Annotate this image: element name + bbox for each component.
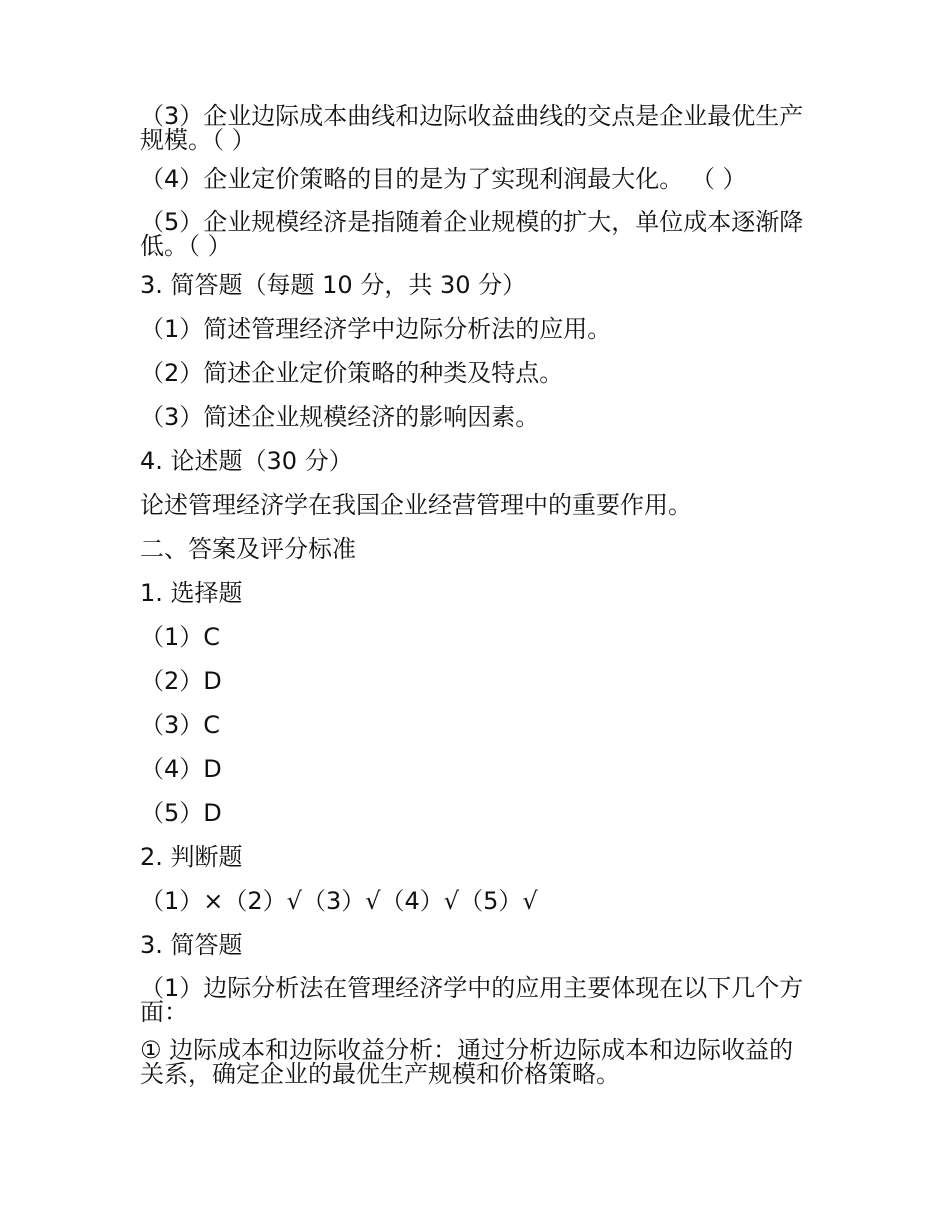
essay-question: 论述管理经济学在我国企业经营管理中的重要作用。 xyxy=(140,491,692,519)
short-answer-question-3: （3）简述企业规模经济的影响因素。 xyxy=(140,403,540,431)
judgment-question-3: （3）企业边际成本曲线和边际收益曲线的交点是企业最优生产规模。（ ） xyxy=(140,102,804,154)
document-page xyxy=(140,104,805,1086)
choice-answer-3: （3）C xyxy=(140,711,221,739)
judgment-answers: （1）×（2）√（3）√（4）√（5）√ xyxy=(140,887,538,915)
short-answer-question-2: （2）简述企业定价策略的种类及特点。 xyxy=(140,359,564,387)
choice-answer-4: （4）D xyxy=(140,755,222,783)
judgment-question-5: （5）企业规模经济是指随着企业规模的扩大，单位成本逐渐降低。（ ） xyxy=(140,208,804,260)
short-answer-1-point-1: ① 边际成本和边际收益分析：通过分析边际成本和边际收益的关系，确定企业的最优生产规模和价格策略。 xyxy=(140,1036,794,1088)
short-answer-question-1: （1）简述管理经济学中边际分析法的应用。 xyxy=(140,315,612,343)
short-answer-1-intro: （1）边际分析法在管理经济学中的应用主要体现在以下几个方面： xyxy=(140,974,804,1026)
answers-heading: 二、答案及评分标准 xyxy=(140,535,356,563)
choice-answer-2: （2）D xyxy=(140,667,222,695)
choice-answer-1: （1）C xyxy=(140,623,221,651)
answers-judgment-heading: 2. 判断题 xyxy=(140,843,243,871)
answers-short-answer-heading: 3. 简答题 xyxy=(140,931,243,959)
answers-choice-heading: 1. 选择题 xyxy=(140,579,243,607)
choice-answer-5: （5）D xyxy=(140,799,222,827)
judgment-question-4: （4）企业定价策略的目的是为了实现利润最大化。 （ ） xyxy=(140,165,747,193)
section-heading-essay: 4. 论述题（30 分） xyxy=(140,447,353,475)
section-heading-short-answer: 3. 简答题（每题 10 分，共 30 分） xyxy=(140,271,527,299)
